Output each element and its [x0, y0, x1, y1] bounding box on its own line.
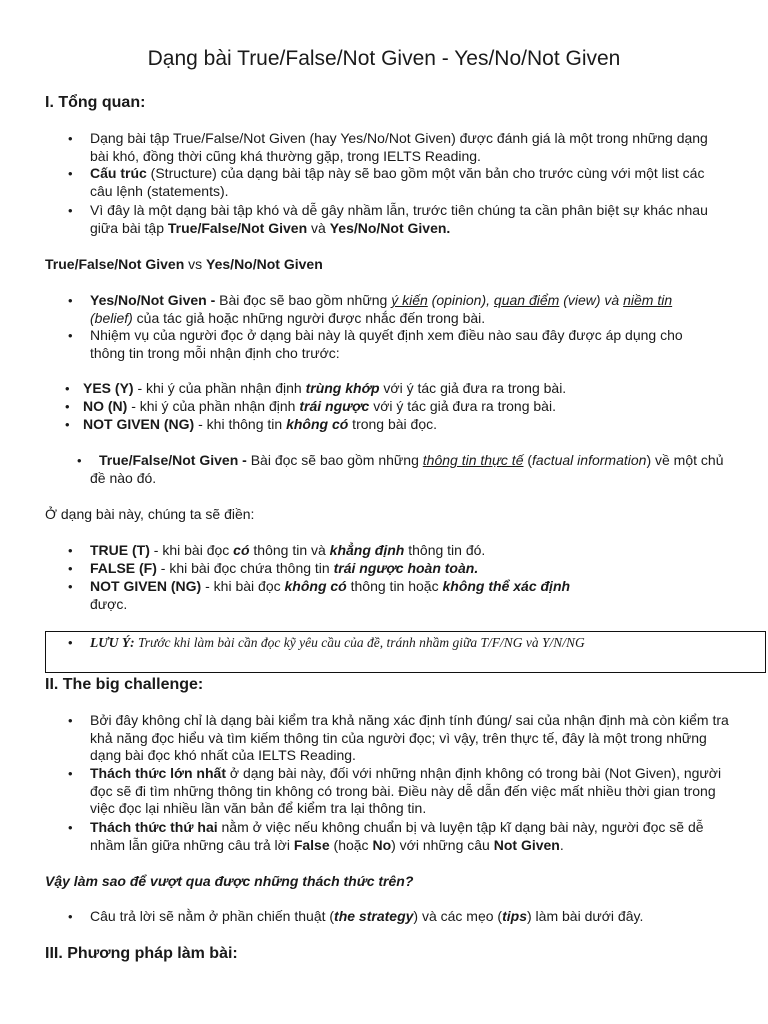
list-item: • Thách thức thứ hai nằm ở việc nếu không chuẩn bị và luyện tập kĩ dạng bài này, người đọc sẽ dễ nhầm lẫn giữa những câu trả lời False (hoặc No) với những câu Not Given.: [90, 819, 730, 854]
list-item: • Thách thức lớn nhất ở dạng bài này, đối với những nhận định không có trong bài (Not Given), người đọc sẽ đi tìm những thông tin không có trong bài. Điều này dễ dẫn đến việc mất nhiều thời gian trong việc đọc lại nhiều lần văn bản để kiểm tra lại thông tin.: [90, 765, 730, 818]
list-item: • NO (N) - khi ý của phần nhận định trái ngược với ý tác giả đưa ra trong bài.: [83, 398, 723, 416]
list-item: • TRUE (T) - khi bài đọc có thông tin và khẳng định thông tin đó.: [90, 542, 690, 560]
paragraph: Ở dạng bài này, chúng ta sẽ điền:: [45, 506, 255, 522]
note-text: • LƯU Ý: Trước khi làm bài cần đọc kỹ yêu cầu của đề, tránh nhầm giữa T/F/NG và Y/N/NG: [90, 635, 585, 651]
list-item: • True/False/Not Given - Bài đọc sẽ bao gồm những thông tin thực tế (factual information) về một chủ đề nào đó.: [90, 452, 725, 487]
list-item: • Yes/No/Not Given - Bài đọc sẽ bao gồm những ý kiến (opinion), quan điểm (view) và niềm tin (belief) của tác giả hoặc những người được nhắc đến trong bài.: [90, 292, 715, 327]
comparison-heading: True/False/Not Given vs Yes/No/Not Given: [45, 256, 323, 272]
page-title: Dạng bài True/False/Not Given - Yes/No/Not Given: [147, 47, 621, 70]
section-heading-overview: I. Tổng quan:: [45, 94, 146, 111]
list-item: • YES (Y) - khi ý của phần nhận định trùng khớp với ý tác giả đưa ra trong bài.: [83, 380, 723, 398]
list-item: • Câu trả lời sẽ nằm ở phần chiến thuật (the strategy) và các mẹo (tips) làm bài dưới đây.: [90, 908, 730, 926]
list-item: • Bởi đây không chỉ là dạng bài kiểm tra khả năng xác định tính đúng/ sai của nhận định mà còn kiểm tra khả năng đọc hiểu và tìm kiếm thông tin của người đọc; vì vậy, trên thực tế, đây là một trong những dạng bài đọc khó nhất của IELTS Reading.: [90, 712, 730, 765]
list-item: • Dạng bài tập True/False/Not Given (hay Yes/No/Not Given) được đánh giá là một trong những dạng bài khó, đồng thời cũng khá thường gặp, trong IELTS Reading.: [90, 130, 730, 165]
list-item: • Vì đây là một dạng bài tập khó và dễ gây nhầm lẫn, trước tiên chúng ta cần phân biệt sự khác nhau giữa bài tập True/False/Not Given và Yes/No/Not Given.: [90, 202, 730, 237]
list-item: • FALSE (F) - khi bài đọc chứa thông tin trái ngược hoàn toàn.: [90, 560, 690, 578]
list-item: • NOT GIVEN (NG) - khi thông tin không có trong bài đọc.: [83, 416, 723, 434]
question-text: Vậy làm sao để vượt qua được những thách thức trên?: [45, 873, 414, 889]
list-item: • NOT GIVEN (NG) - khi bài đọc không có thông tin hoặc không thể xác định được.: [90, 578, 582, 613]
section-heading-method: III. Phương pháp làm bài:: [45, 945, 238, 962]
list-item: • Nhiệm vụ của người đọc ở dạng bài này là quyết định xem điều nào sau đây được áp dụng cho thông tin trong mỗi nhận định cho trước:: [90, 327, 720, 362]
section-heading-challenge: II. The big challenge:: [45, 676, 204, 693]
list-item: • Cấu trúc (Structure) của dạng bài tập này sẽ bao gồm một văn bản cho trước cùng với một list các câu lệnh (statements).: [90, 165, 730, 200]
